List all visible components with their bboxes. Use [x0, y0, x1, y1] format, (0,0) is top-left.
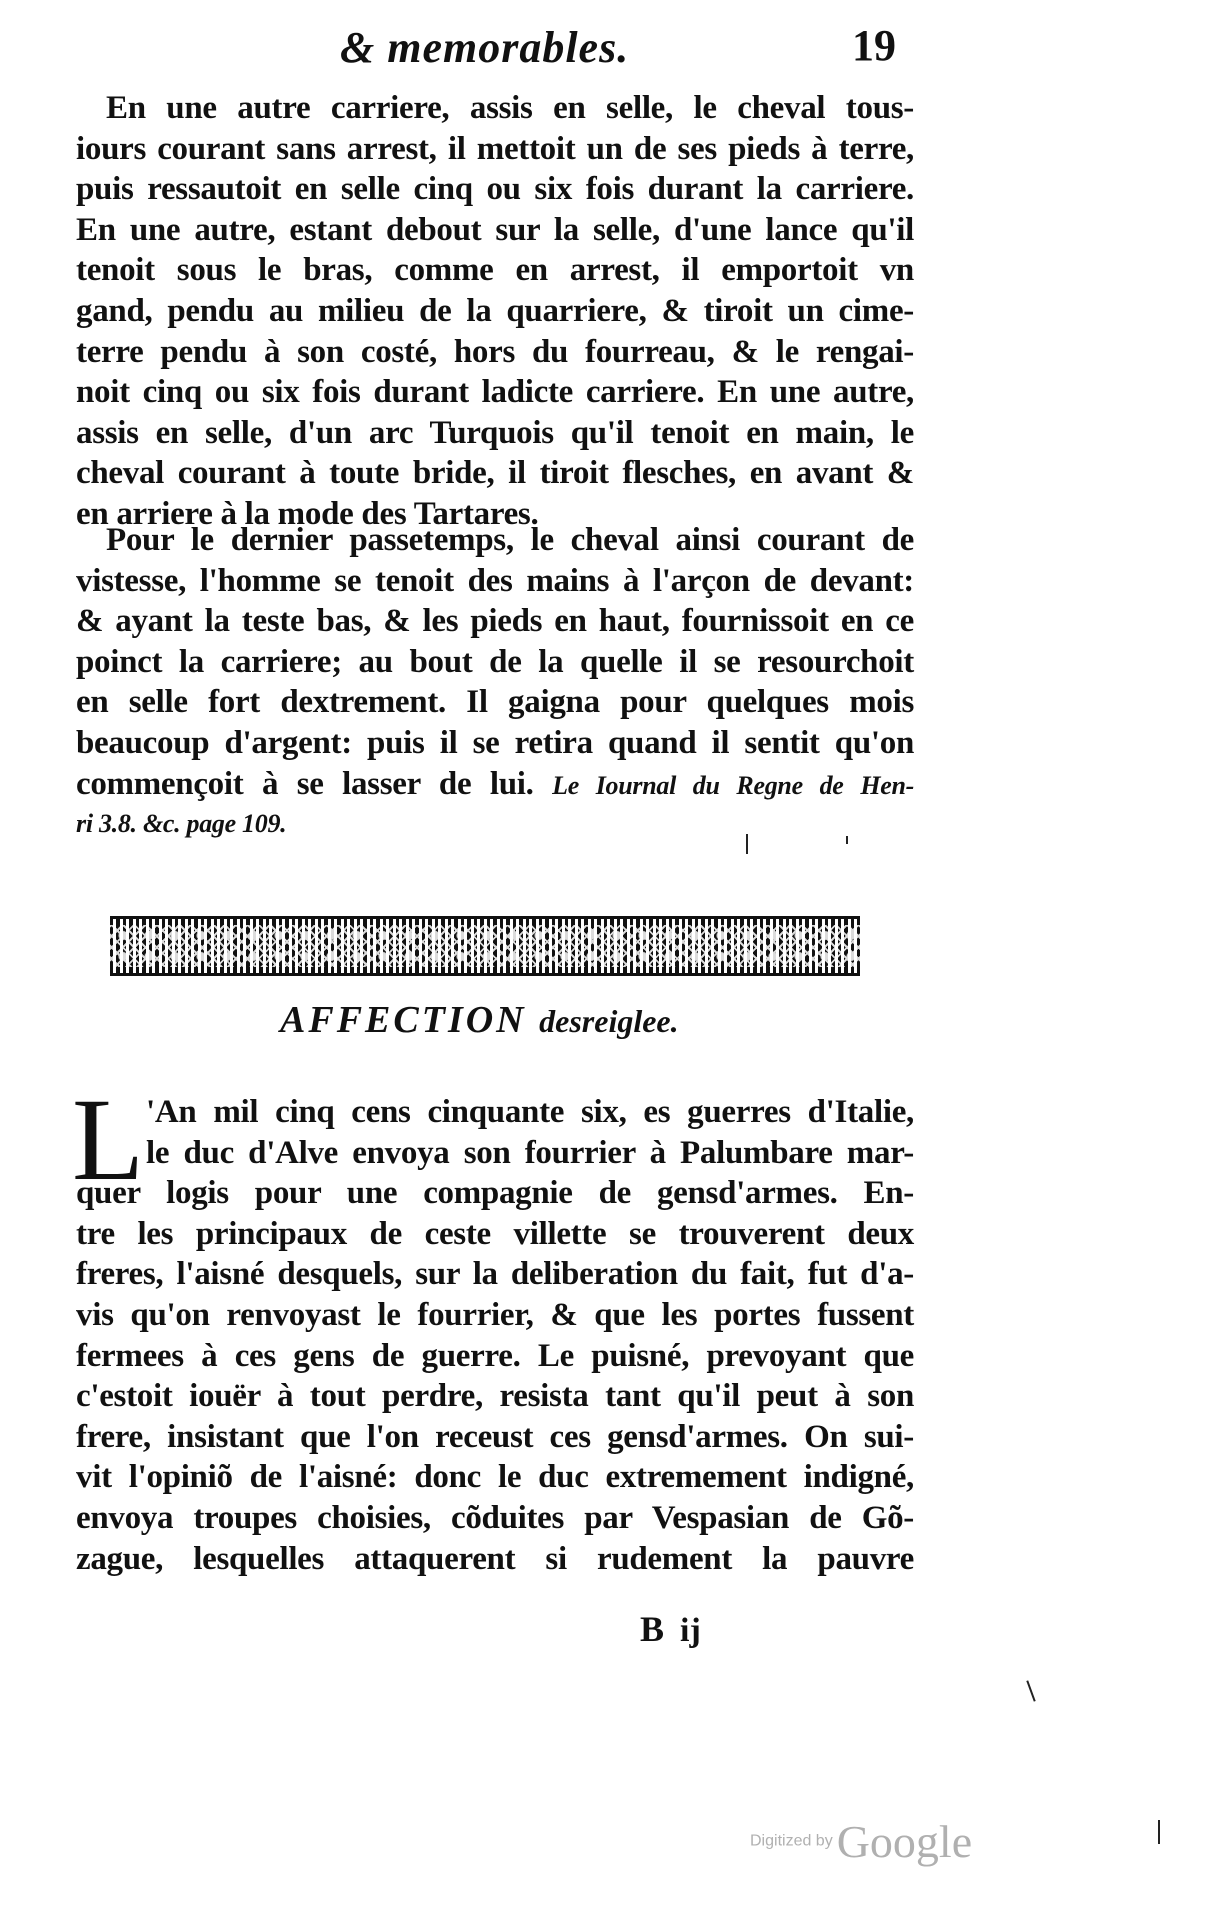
text-line: En une autre carriere, assis en selle, le cheval tous-: [106, 90, 914, 126]
signature-letter: B: [640, 1609, 665, 1649]
paragraph-2: [76, 520, 914, 845]
section-title-main: AFFECTION: [280, 999, 527, 1041]
stray-mark: [846, 836, 848, 844]
citation-part-2: ri 3.8. &c. page 109.: [76, 809, 287, 839]
text-line: & ayant la teste bas, & les pieds en haut, fournissoit en ce: [76, 603, 914, 640]
section-title: [280, 998, 679, 1042]
stray-mark: [746, 834, 748, 854]
text-line: envoya troupes choisies, cõduites par Vespasian de Gõ-: [76, 1499, 914, 1536]
digitized-watermark: [750, 1815, 972, 1868]
text-line: tenoit sous le bras, comme en arrest, il emportoit vn: [76, 252, 914, 289]
text-line: en selle fort dextrement. Il gaigna pour quelques mois: [76, 684, 914, 721]
text-line: vis qu'on renvoyast le fourrier, & que les portes fussent: [76, 1296, 914, 1333]
text-line: frere, insistant que l'on receust ces gensd'armes. On sui-: [76, 1418, 914, 1455]
paragraph-1: [76, 88, 914, 535]
paragraph-3: [76, 1092, 914, 1579]
signature-mark: [640, 1608, 701, 1650]
text-line: c'estoit iouër à tout perdre, resista tant qu'il peut à son: [76, 1378, 914, 1415]
text-line: tre les principaux de ceste villette se trouverent deux: [76, 1215, 914, 1252]
text-line: cheval courant à toute bride, il tiroit flesches, en avant &: [76, 455, 914, 492]
text-line: vit l'opiniõ de l'aisné: donc le duc extremement indigné,: [76, 1459, 914, 1496]
drop-cap: L: [72, 1074, 145, 1205]
section-title-rest: desreiglee.: [539, 1003, 679, 1039]
text-line: En une autre, estant debout sur la selle, d'une lance qu'il: [76, 211, 914, 248]
text-line-with-citation: [76, 764, 914, 805]
text-line: freres, l'aisné desquels, sur la deliberation du fait, fut d'a-: [76, 1256, 914, 1293]
watermark-brand: Google: [836, 1816, 973, 1867]
page-number: 19: [852, 21, 896, 70]
running-title: & memorables.: [340, 23, 630, 72]
text-line: noit cinq ou six fois durant ladicte carriere. En une autre,: [76, 374, 914, 411]
text-line: 'An mil cinq cens cinquante six, es guerres d'Italie,: [146, 1094, 914, 1130]
stray-mark: [1026, 1680, 1035, 1701]
text-line: le duc d'Alve envoya son fourrier à Palumbare mar-: [146, 1134, 914, 1171]
text-line: gand, pendu au milieu de la quarriere, & tiroit un cime-: [76, 292, 914, 329]
printers-ornament-band: [110, 916, 860, 976]
text-line: assis en selle, d'un arc Turquois qu'il tenoit en main, le: [76, 414, 914, 451]
text-line: vistesse, l'homme se tenoit des mains à l'arçon de devant:: [76, 562, 914, 599]
citation-part-1: Le Iournal du Regne de Hen-: [552, 770, 915, 800]
text-line: zague, lesquelles attaquerent si rudement la pauvre: [76, 1540, 914, 1577]
ornament-pattern: [110, 925, 860, 967]
text-line: quer logis pour une compagnie de gensd'armes. En-: [76, 1175, 914, 1212]
watermark-prefix: Digitized by: [750, 1832, 833, 1850]
text-line: terre pendu à son costé, hors du fourreau, & le rengai-: [76, 333, 914, 370]
text-line: en arriere à la mode des Tartares.: [76, 495, 539, 532]
text-line: poinct la carriere; au bout de la quelle il se resourchoit: [76, 643, 914, 680]
text-line: iours courant sans arrest, il mettoit un de ses pieds à terre,: [76, 130, 914, 167]
stray-mark: [1158, 1820, 1160, 1844]
text-line: Pour le dernier passetemps, le cheval ainsi courant de: [106, 522, 914, 558]
text-line: puis ressautoit en selle cinq ou six fois durant la carriere.: [76, 171, 914, 208]
text-line: beaucoup d'argent: puis il se retira quand il sentit qu'on: [76, 724, 914, 761]
signature-numeral: ij: [680, 1612, 701, 1649]
text-fragment: commençoit à se lasser de lui.: [76, 765, 534, 802]
text-line: fermees à ces gens de guerre. Le puisné, prevoyant que: [76, 1337, 914, 1374]
